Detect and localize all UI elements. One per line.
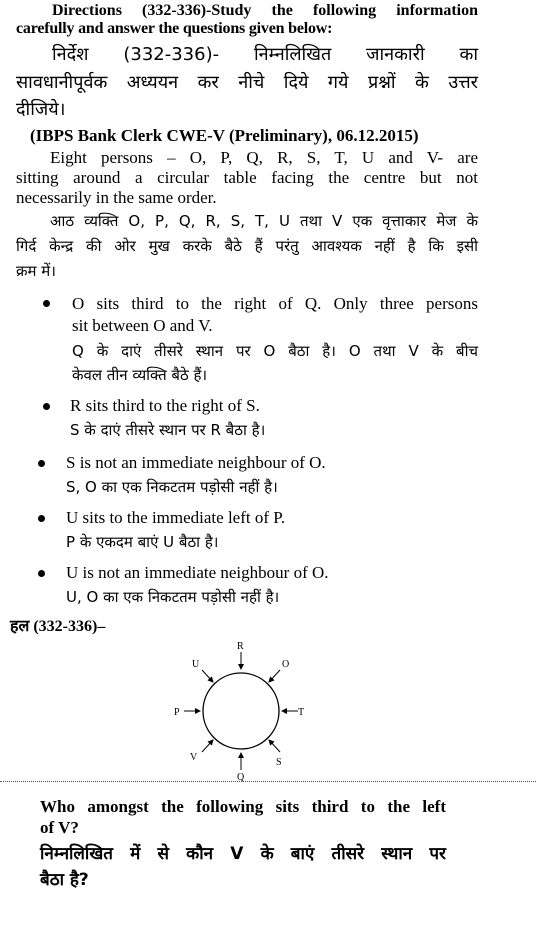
clue-4-hindi: P के एकदम बाएं U बैठा है। [66, 533, 219, 551]
seat-label-s: S [276, 757, 282, 768]
bullet-point [38, 460, 45, 467]
seat-arrow-o [269, 670, 280, 682]
seat-arrow-v [202, 740, 213, 752]
seat-label-u: U [192, 659, 200, 670]
clue-2-hindi: S के दाएं तीसरे स्थान पर R बैठा है। [70, 421, 266, 439]
intro-hindi-line-2: गिर्द केन्द्र की ओर मुख करके बैठे हैं परंतु आवश्यक नहीं है कि इसी [16, 237, 478, 255]
clue-1-hindi-line-2: केवल तीन व्यक्ति बैठे हैं। [72, 366, 208, 384]
directions-english-line-2: carefully and answer the questions given below: [16, 20, 333, 37]
section-divider [0, 781, 536, 782]
clue-5-english: U is not an immediate neighbour of O. [66, 563, 329, 582]
seat-arrow-u [202, 670, 213, 682]
intro-english-line-2: sitting around a circular table facing the centre but not [16, 168, 478, 187]
question-hindi-line-1: निम्नलिखित में से कौन V के बाएं तीसरे स्थान पर [40, 844, 446, 864]
seat-label-p: P [174, 707, 180, 718]
clue-1-hindi-line-1: Q के दाएं तीसरे स्थान पर O बैठा है। O तथा V के बीच [72, 342, 478, 360]
exam-source: (IBPS Bank Clerk CWE-V (Preliminary), 06.12.2015) [30, 126, 419, 145]
intro-hindi-line-3: क्रम में। [16, 262, 56, 280]
seat-arrow-s [269, 740, 280, 752]
seat-label-r: R [237, 641, 244, 652]
clue-1-english-line-1: O sits third to the right of Q. Only three persons [72, 294, 478, 313]
directions-hindi-line-3: दीजिये। [16, 99, 66, 120]
seat-label-t: T [298, 707, 305, 718]
round-table [203, 673, 279, 749]
bullet-point [43, 403, 50, 410]
seating-arrangement-diagram [170, 636, 320, 782]
intro-hindi-line-1: आठ व्यक्ति O, P, Q, R, S, T, U तथा V एक वृत्ताकार मेज के [50, 212, 478, 230]
clue-2-english: R sits third to the right of S. [70, 396, 260, 415]
directions-hindi-line-2: सावधानीपूर्वक अध्ययन कर नीचे दिये गये प्रश्नों के उत्तर [16, 72, 478, 93]
intro-english-line-1: Eight persons – O, P, Q, R, S, T, U and V- are [50, 148, 478, 167]
solution-label: हल (332-336)– [10, 618, 106, 635]
seat-label-q: Q [237, 772, 245, 782]
bullet-point [43, 300, 50, 307]
question-hindi-line-2: बैठा है? [40, 870, 89, 890]
clue-3-english: S is not an immediate neighbour of O. [66, 453, 326, 472]
clue-3-hindi: S, O का एक निकटतम पड़ोसी नहीं है। [66, 478, 278, 496]
clue-5-hindi: U, O का एक निकटतम पड़ोसी नहीं है। [66, 588, 280, 606]
directions-english-line-1: Directions (332-336)-Study the following information [52, 2, 478, 19]
seat-label-o: O [282, 659, 290, 670]
question-english-line-2: of V? [40, 818, 79, 837]
intro-english-line-3: necessarily in the same order. [16, 188, 217, 207]
question-english-line-1: Who amongst the following sits third to the left [40, 797, 446, 816]
clue-1-english-line-2: sit between O and V. [72, 316, 213, 335]
seat-label-v: V [190, 752, 198, 763]
clue-4-english: U sits to the immediate left of P. [66, 508, 286, 527]
bullet-point [38, 570, 45, 577]
bullet-point [38, 515, 45, 522]
directions-hindi-line-1: निर्देश (332-336)- निम्नलिखित जानकारी का [52, 44, 478, 65]
